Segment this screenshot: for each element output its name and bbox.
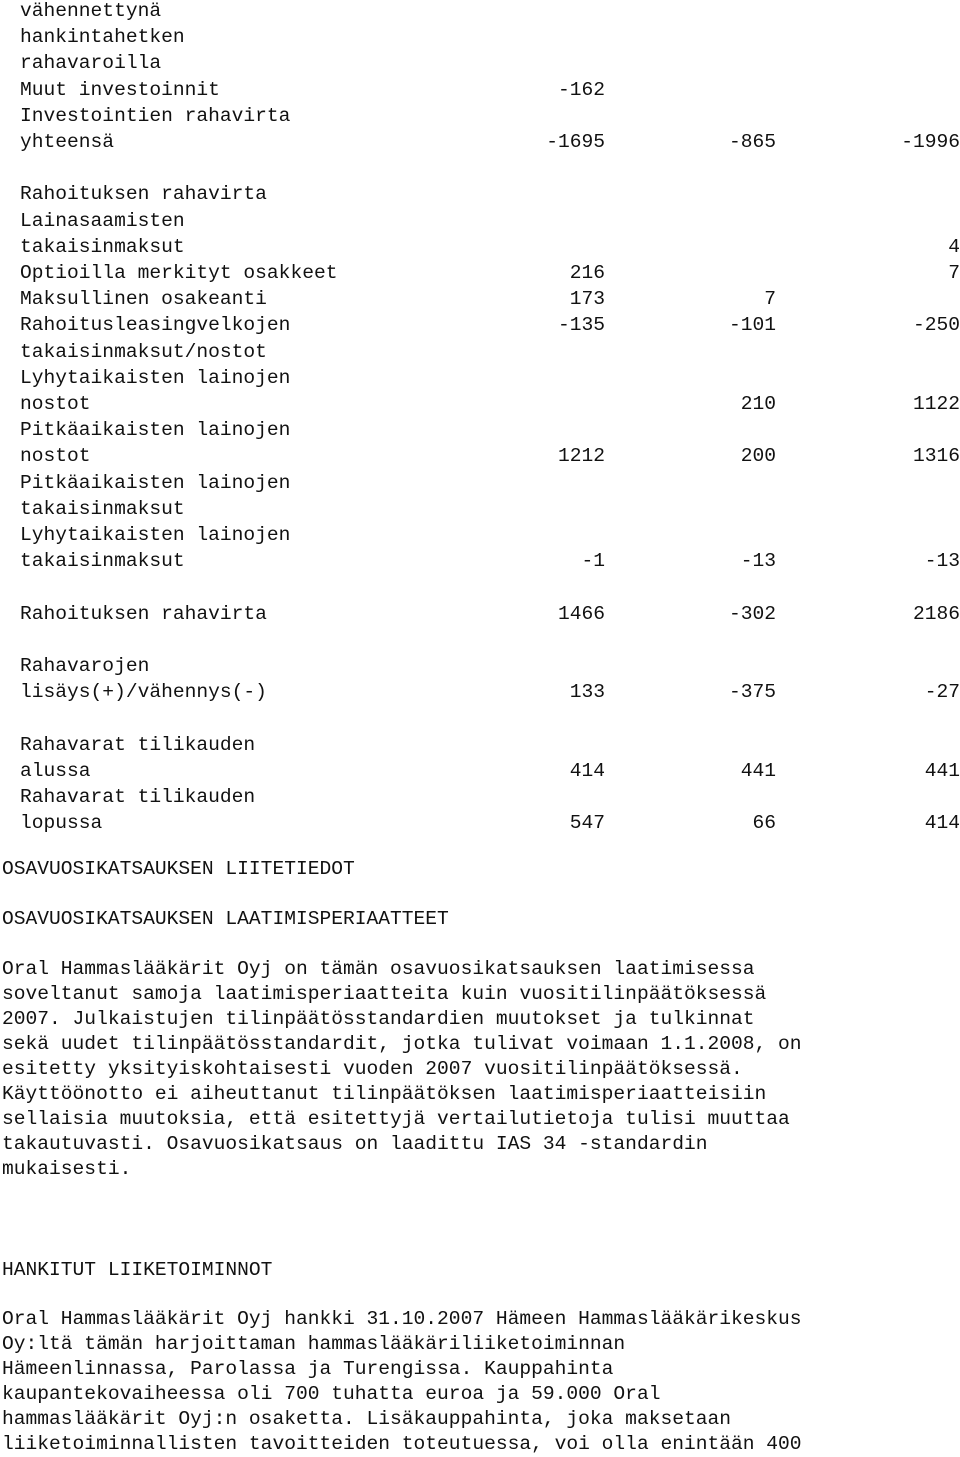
value-col-1: -1695 xyxy=(546,131,605,153)
value-col-1: -162 xyxy=(557,78,605,101)
row-label: Rahoituksen rahavirta xyxy=(20,183,267,206)
row-label: Pitkäaikaisten lainojen xyxy=(20,471,291,494)
paragraph-line: Käyttöönotto ei aiheuttanut tilinpäätöksen laatimisperiaatteisiin xyxy=(2,1083,767,1105)
paragraph-line: hammaslääkärit Oyj:n osaketta. Lisäkauppahinta, joka maksetaan xyxy=(2,1408,732,1430)
paragraph-line: Oral Hammaslääkärit Oyj hankki 31.10.2007 Hämeen Hammaslääkärikeskus xyxy=(2,1308,802,1330)
value-col-3: -250 xyxy=(912,314,960,337)
value-col-2: 200 xyxy=(740,445,776,468)
table-row xyxy=(0,496,960,522)
value-col-3: -13 xyxy=(924,550,960,573)
table-row xyxy=(0,758,960,784)
table-row xyxy=(0,77,960,103)
value-col-3: 2186 xyxy=(912,602,960,625)
row-label: Pitkäaikaisten lainojen xyxy=(20,419,291,442)
paragraph-line: liiketoiminnallisten tavoitteiden toteutuessa, voi olla enintään 400 xyxy=(2,1433,802,1455)
paragraph-line: Hämeenlinnassa, Parolassa ja Turengissa. Kauppahinta xyxy=(2,1358,614,1380)
value-col-2: -375 xyxy=(728,681,776,704)
paragraph-line: takautuvasti. Osavuosikatsaus on laadittu IAS 34 -standardin xyxy=(2,1133,708,1155)
row-label: Optioilla merkityt osakkeet xyxy=(20,262,338,284)
row-label: takaisinmaksut xyxy=(20,497,185,520)
paragraph-line: 2007. Julkaistujen tilinpäätösstandardien muutokset ja tulkinnat xyxy=(2,1008,755,1030)
value-col-2: -302 xyxy=(728,602,776,625)
row-label: takaisinmaksut/nostot xyxy=(20,340,267,363)
paragraph-line: Oral Hammaslääkärit Oyj on tämän osavuosikatsauksen laatimisessa xyxy=(2,958,755,980)
notes-heading: OSAVUOSIKATSAUKSEN LIITETIEDOT xyxy=(2,858,355,880)
value-col-3: 441 xyxy=(924,759,960,782)
table-row xyxy=(0,391,960,417)
table-row xyxy=(0,286,960,312)
row-label: alussa xyxy=(20,759,91,782)
paragraph-line: sellaisia muutoksia, että esitettyjä vertailutietoja tulisi muuttaa xyxy=(2,1108,790,1130)
table-row xyxy=(0,784,960,810)
value-col-3: 1122 xyxy=(912,393,960,415)
row-label: Muut investoinnit xyxy=(20,78,220,101)
value-col-1: -135 xyxy=(557,314,605,337)
table-row xyxy=(0,155,960,181)
row-label: hankintahetken xyxy=(20,26,185,49)
table-row xyxy=(0,601,960,627)
table-row xyxy=(0,470,960,496)
paragraph-line: kaupantekovaiheessa oli 700 tuhatta euroa ja 59.000 Oral xyxy=(2,1383,661,1405)
row-label: Lainasaamisten xyxy=(20,209,185,232)
row-label: vähennettynä xyxy=(20,0,162,22)
policies-paragraph xyxy=(2,957,960,1182)
acquisitions-heading: HANKITUT LIIKETOIMINNOT xyxy=(2,1259,273,1281)
table-row xyxy=(0,208,960,234)
row-label: Maksullinen osakeanti xyxy=(20,288,267,311)
row-label: Rahavarat tilikauden xyxy=(20,786,256,808)
table-row xyxy=(0,732,960,758)
table-row xyxy=(0,312,960,338)
value-col-2: 7 xyxy=(764,288,776,311)
table-row xyxy=(0,234,960,260)
value-col-3: 414 xyxy=(924,812,960,835)
value-col-1: 173 xyxy=(569,288,605,311)
table-row xyxy=(0,679,960,705)
row-label: rahavaroilla xyxy=(20,52,162,75)
table-row xyxy=(0,810,960,836)
table-row xyxy=(0,103,960,129)
table-row xyxy=(0,705,960,731)
value-col-3: -1996 xyxy=(901,131,960,153)
value-col-1: 216 xyxy=(569,262,605,284)
table-row xyxy=(0,417,960,443)
value-col-3: 7 xyxy=(948,262,960,284)
table-row xyxy=(0,548,960,574)
row-label: Lyhytaikaisten lainojen xyxy=(20,524,291,546)
table-row xyxy=(0,653,960,679)
table-row xyxy=(0,181,960,207)
policies-heading: OSAVUOSIKATSAUKSEN LAATIMISPERIAATTEET xyxy=(2,908,449,930)
row-label: nostot xyxy=(20,393,91,415)
value-col-2: -865 xyxy=(728,131,776,153)
row-label: lopussa xyxy=(20,812,103,835)
table-row xyxy=(0,129,960,155)
table-row xyxy=(0,365,960,391)
value-col-2: 66 xyxy=(752,812,776,835)
table-row xyxy=(0,260,960,286)
value-col-2: -101 xyxy=(728,314,776,337)
value-col-1: 1212 xyxy=(557,445,605,468)
value-col-1: 414 xyxy=(569,759,605,782)
table-row xyxy=(0,574,960,600)
paragraph-line: mukaisesti. xyxy=(2,1158,132,1180)
paragraph-line: esitetty yksityiskohtaisesti vuoden 2007 vuositilinpäätöksessä. xyxy=(2,1058,743,1080)
value-col-3: -27 xyxy=(924,681,960,704)
table-row xyxy=(0,443,960,469)
acquisitions-paragraph xyxy=(2,1307,960,1457)
row-label: Rahavarat tilikauden xyxy=(20,733,256,756)
value-col-1: 1466 xyxy=(557,602,605,625)
value-col-1: -1 xyxy=(581,550,605,573)
row-label: Rahavarojen xyxy=(20,655,150,677)
table-row xyxy=(0,627,960,653)
paragraph-line: soveltanut samoja laatimisperiaatteita kuin vuositilinpäätöksessä xyxy=(2,983,767,1005)
value-col-2: -13 xyxy=(740,550,776,573)
row-label: Investointien rahavirta xyxy=(20,104,291,127)
value-col-2: 210 xyxy=(740,393,776,415)
value-col-1: 547 xyxy=(569,812,605,835)
table-row xyxy=(0,522,960,548)
row-label: takaisinmaksut xyxy=(20,550,185,573)
row-label: takaisinmaksut xyxy=(20,235,185,258)
row-label: Rahoitusleasingvelkojen xyxy=(20,314,291,337)
row-label: lisäys(+)/vähennys(-) xyxy=(20,681,267,704)
value-col-1: 133 xyxy=(569,681,605,704)
paragraph-line: sekä uudet tilinpäätösstandardit, jotka tulivat voimaan 1.1.2008, on xyxy=(2,1033,802,1055)
row-label: Lyhytaikaisten lainojen xyxy=(20,366,291,389)
table-row xyxy=(0,339,960,365)
table-row xyxy=(0,24,960,50)
row-label: yhteensä xyxy=(20,131,115,153)
paragraph-line: Oy:ltä tämän harjoittaman hammaslääkäriliiketoiminnan xyxy=(2,1333,626,1355)
table-row xyxy=(0,50,960,76)
value-col-3: 4 xyxy=(948,235,960,258)
value-col-3: 1316 xyxy=(912,445,960,468)
table-row xyxy=(0,0,960,24)
value-col-2: 441 xyxy=(740,759,776,782)
row-label: nostot xyxy=(20,445,91,468)
row-label: Rahoituksen rahavirta xyxy=(20,602,267,625)
